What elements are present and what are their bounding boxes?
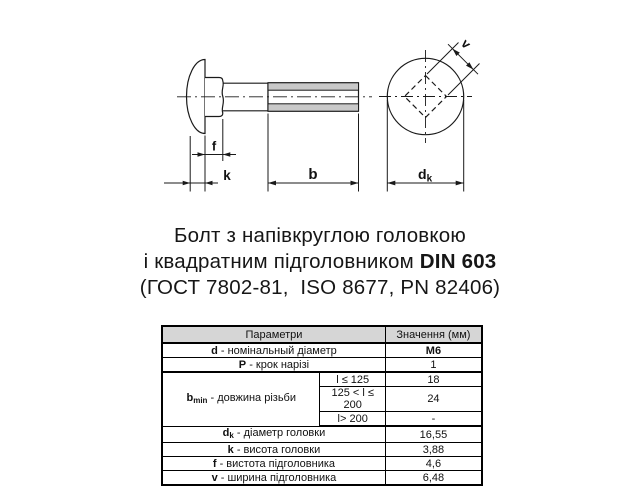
dimension-label-k: k: [223, 168, 231, 183]
param-cell-bmin: [162, 372, 320, 426]
bolt-thread-band-bottom: [268, 104, 359, 111]
title-din-number: DIN 603: [419, 250, 497, 273]
param-subscript-bmin: min: [193, 395, 208, 405]
dimension-label-f: f: [211, 138, 217, 154]
param-symbol-bmin: b: [186, 391, 194, 404]
dk-label-sub: k: [426, 173, 433, 185]
f-arrow-right: [223, 152, 231, 157]
param-label-k: - висота головки: [233, 443, 321, 456]
condition-cell-3: l> 200: [320, 412, 385, 427]
value-cell-dk: 16,55: [385, 426, 482, 443]
parameters-table: [161, 325, 483, 486]
value-cell-k: 3,88: [385, 443, 482, 457]
dimension-label-dk: [418, 166, 433, 185]
dimension-label-v: v: [458, 35, 475, 52]
param-cell-d: [162, 343, 385, 358]
dk-label-main: d: [418, 166, 427, 182]
param-cell-dk: [162, 426, 385, 443]
dk-arrow-left: [387, 181, 395, 186]
param-label-bmin: - довжина різьби: [207, 391, 297, 404]
param-symbol-v: v: [211, 471, 218, 484]
param-label-v: - ширина підголовника: [217, 471, 337, 484]
dimension-label-b: b: [308, 166, 318, 183]
k-arrow-left: [183, 181, 191, 186]
param-cell-k: [162, 443, 385, 457]
table-row-p: [162, 358, 482, 373]
table-row-k: [162, 443, 482, 457]
value-cell-v: 6,48: [385, 471, 482, 486]
param-symbol-d: d: [211, 344, 218, 357]
header-cell-value: Значення (мм): [385, 326, 482, 343]
condition-cell-2: 125 < l ≤ 200: [320, 387, 385, 412]
title-line-3: (ГОСТ 7802-81, ISO 8677, PN 82406): [139, 276, 501, 299]
param-label-d: - номінальный діаметр: [217, 344, 337, 357]
table-row-f: [162, 457, 482, 471]
bolt-thread-band-top: [268, 83, 359, 90]
param-symbol-dk: d: [222, 427, 230, 439]
param-cell-f: [162, 457, 385, 471]
b-arrow-left: [268, 181, 276, 186]
param-cell-p: [162, 358, 385, 373]
param-label-f: - вистота підголовника: [216, 457, 336, 470]
value-cell-bmin-1: 18: [385, 372, 482, 387]
header-cell-parameters: Параметри: [162, 326, 385, 343]
bolt-side-view: [177, 60, 372, 134]
table-row-v: [162, 471, 482, 486]
condition-cell-1: l ≤ 125: [320, 372, 385, 387]
title-line-2: [0, 249, 640, 275]
k-arrow-right: [205, 181, 213, 186]
param-label-p: - крок нарізі: [246, 358, 310, 371]
value-cell-bmin-3: -: [385, 412, 482, 427]
param-cell-v: [162, 471, 385, 486]
table-row-d: [162, 343, 482, 358]
value-cell-p: 1: [385, 358, 482, 373]
title-line-1: Болт з напівкруглою головкою: [174, 224, 466, 247]
param-symbol-k: k: [227, 443, 234, 456]
bolt-front-view: [379, 50, 472, 143]
dk-arrow-right: [456, 181, 464, 186]
title-block: [0, 223, 640, 301]
table-header-row: [162, 326, 482, 343]
technical-drawing: [0, 0, 640, 215]
param-symbol-p: P: [238, 358, 247, 371]
param-symbol-f: f: [212, 457, 217, 470]
title-line-2-text: і квадратним підголовником: [143, 250, 414, 273]
value-cell-d: M6: [385, 343, 482, 358]
b-arrow-right: [351, 181, 359, 186]
table-row-dk: [162, 426, 482, 443]
param-label-dk: - діаметр головки: [233, 427, 326, 439]
value-cell-bmin-2: 24: [385, 387, 482, 412]
f-arrow-left: [198, 152, 206, 157]
table-row-bmin-1: [162, 372, 482, 387]
param-subscript-dk: k: [229, 431, 234, 440]
value-cell-f: 4,6: [385, 457, 482, 471]
